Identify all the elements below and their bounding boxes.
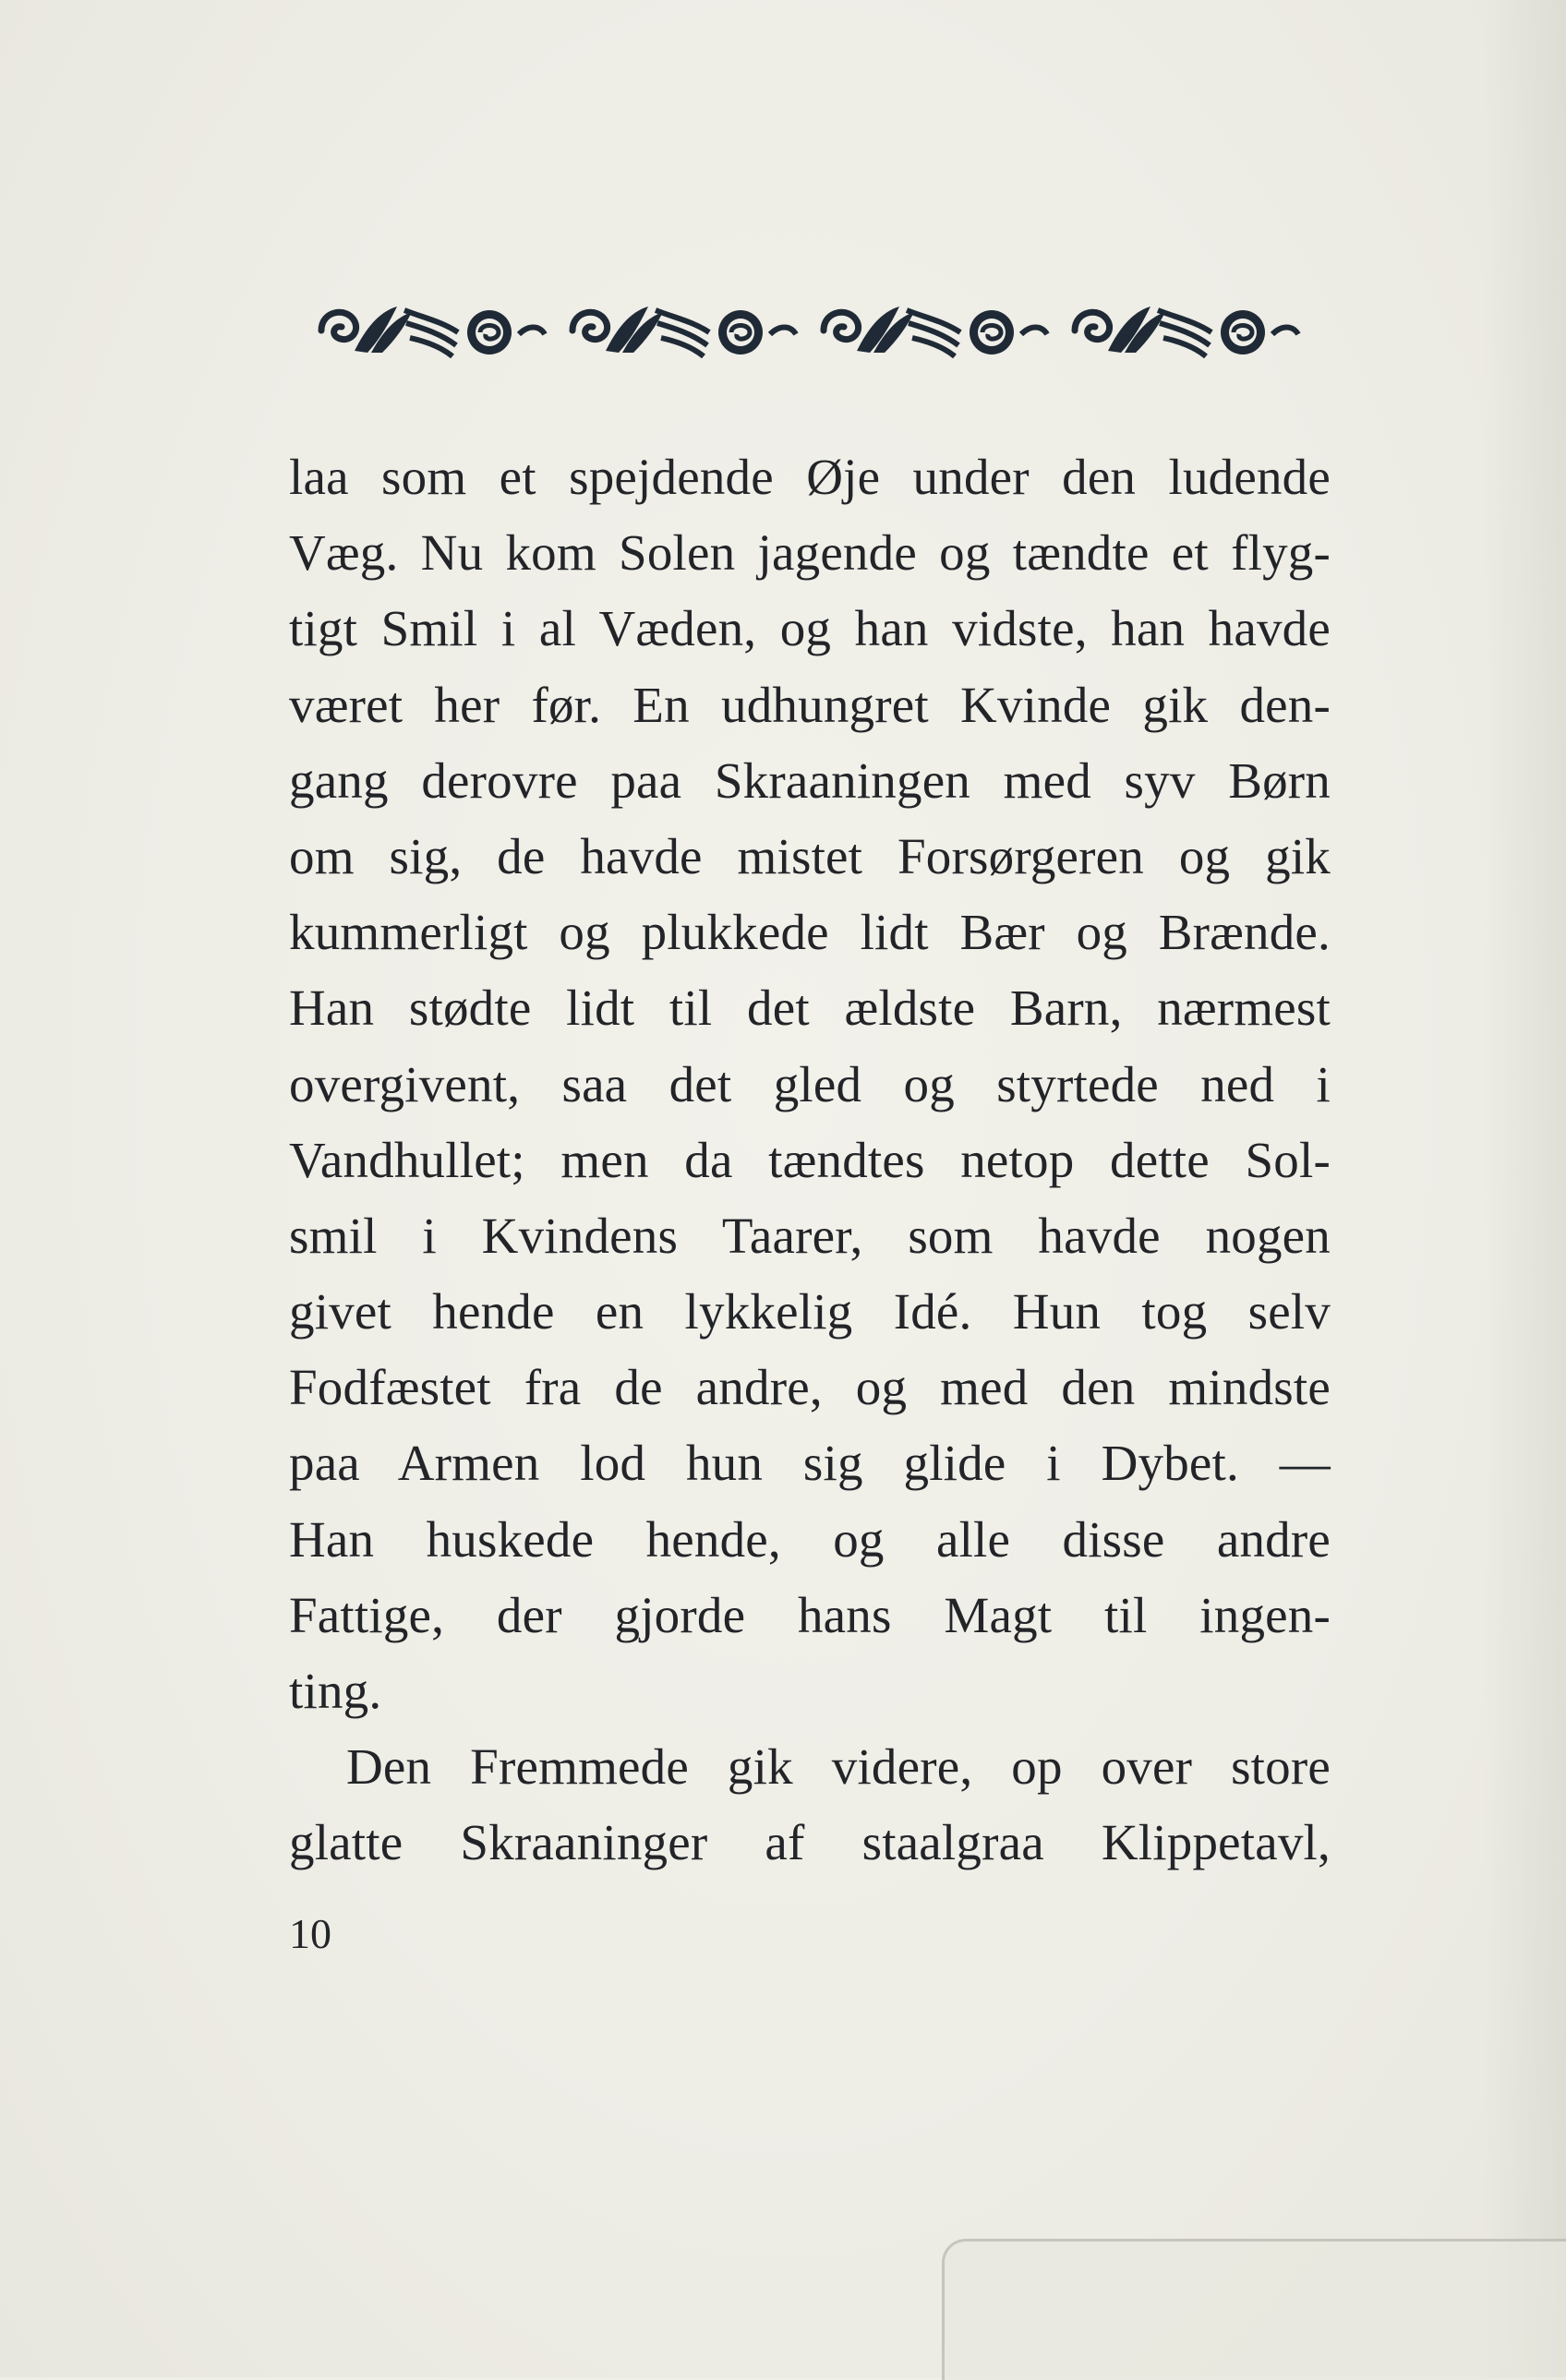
text-line: Han stødte lidt til det ældste Barn, nærmest [289,980,1331,1037]
paragraph-first-line: Den Fremmede gik videre, op over store [346,1738,1331,1796]
text-line: gang derovre paa Skraaningen med syv Børn [289,751,1331,809]
text-line: laa som et spejdende Øje under den ludende [289,449,1331,505]
text-line: givet hende en lykkelig Idé. Hun tog selv [289,1283,1331,1340]
text-line: ting. [289,1663,382,1719]
text-line: været her før. En udhungret Kvinde gik den- [289,676,1331,733]
text-line: paa Armen lod hun sig glide i Dybet. — [289,1435,1331,1492]
page-number: 10 [289,1910,331,1957]
text-line: tigt Smil i al Væden, og han vidste, han havde [289,600,1331,657]
text-line: kummerligt og plukkede lidt Bær og Brænde. [289,904,1331,961]
text-line: Væg. Nu kom Solen jagende og tændte et flyg- [289,524,1331,582]
body-text [289,439,1331,1881]
text-line: glatte Skraaninger af staalgraa Klippetavl, [289,1814,1331,1871]
paper-corner-mark [942,2239,1566,2380]
text-line: Fattige, der gjorde hans Magt til ingen- [289,1586,1331,1643]
text-line: om sig, de havde mistet Forsørgeren og gik [289,827,1331,884]
text-line: smil i Kvindens Taarer, som havde nogen [289,1207,1331,1264]
text-line: Han huskede hende, og alle disse andre [289,1510,1331,1568]
decorative-border-icon [294,297,1330,364]
text-line: Vandhullet; men da tændtes netop dette Sol- [289,1131,1331,1188]
text-line: overgivent, saa det gled og styrtede ned i [289,1055,1331,1112]
page-edge-shadow [1483,0,1566,2377]
text-line: Fodfæstet fra de andre, og med den mindste [289,1359,1331,1416]
